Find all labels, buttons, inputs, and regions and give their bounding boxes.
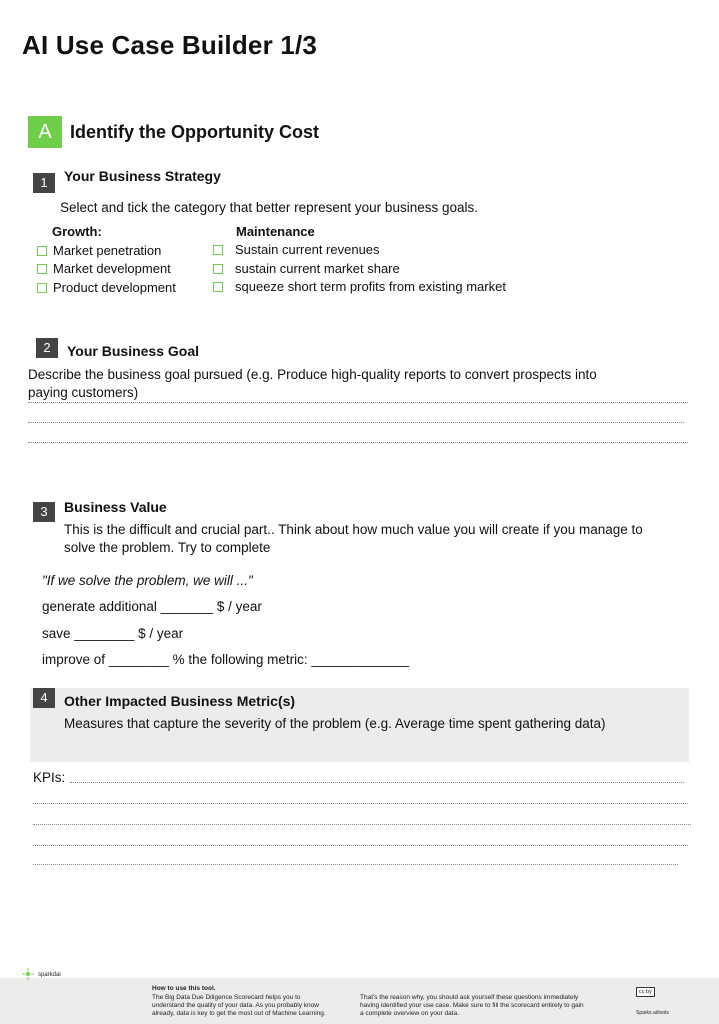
page-title: AI Use Case Builder 1/3 bbox=[22, 30, 318, 60]
checkbox-icon[interactable] bbox=[213, 264, 223, 274]
brand-name: sparkdai bbox=[38, 972, 61, 978]
kpi-answer-line[interactable] bbox=[33, 864, 678, 865]
checkbox-icon[interactable] bbox=[213, 282, 223, 292]
checkbox-market-development[interactable]: Market development bbox=[37, 261, 171, 276]
growth-label: Growth: bbox=[52, 224, 102, 239]
how-to-line2: understand the quality of your data. As you probably know bbox=[152, 1002, 319, 1009]
checkbox-icon[interactable] bbox=[213, 245, 223, 255]
kpi-answer-line[interactable] bbox=[33, 803, 688, 804]
strategy-heading: Your Business Strategy bbox=[64, 168, 221, 184]
sparkdai-logo-icon bbox=[22, 968, 34, 980]
goal-answer-line[interactable] bbox=[28, 442, 688, 443]
section-badge: A bbox=[28, 116, 62, 148]
checkbox-product-development[interactable]: Product development bbox=[37, 280, 176, 295]
kpi-answer-line[interactable] bbox=[33, 845, 688, 846]
checkbox-icon[interactable] bbox=[37, 246, 47, 256]
goal-heading: Your Business Goal bbox=[67, 343, 199, 359]
checkbox-sustain-market-share[interactable]: sustain current market share bbox=[213, 261, 400, 276]
section-title: Identify the Opportunity Cost bbox=[70, 122, 319, 142]
value-heading: Business Value bbox=[64, 499, 167, 515]
step-number-3: 3 bbox=[33, 502, 55, 522]
license-badge: cc by bbox=[636, 987, 655, 997]
metrics-description: Measures that capture the severity of the problem (e.g. Average time spent gathering data) bbox=[64, 716, 606, 731]
checkbox-icon[interactable] bbox=[37, 264, 47, 274]
metrics-heading: Other Impacted Business Metric(s) bbox=[64, 693, 296, 709]
site-link[interactable]: Sparks.ai/tools bbox=[636, 1010, 669, 1016]
value-quote: "If we solve the problem, we will ..." bbox=[42, 573, 253, 588]
maintenance-label: Maintenance bbox=[236, 224, 315, 239]
value-description-line2: solve the problem. Try to complete bbox=[64, 540, 271, 555]
step-number-2: 2 bbox=[36, 338, 58, 358]
value-generate-line[interactable]: generate additional _______ $ / year bbox=[42, 599, 262, 614]
goal-answer-line[interactable] bbox=[28, 402, 688, 403]
checkbox-sustain-revenues[interactable]: Sustain current revenues bbox=[213, 242, 380, 257]
value-improve-line[interactable]: improve of ________ % the following metric: _____________ bbox=[42, 652, 409, 667]
checkbox-icon[interactable] bbox=[37, 283, 47, 293]
why-line3: a complete overview on your data. bbox=[360, 1010, 459, 1017]
checkbox-market-penetration[interactable]: Market penetration bbox=[37, 243, 161, 258]
why-line2: having identified your use case. Make sure to fill the scorecard entirely to gain bbox=[360, 1002, 584, 1009]
checkbox-squeeze-profits[interactable]: squeeze short term profits from existing market bbox=[213, 279, 506, 294]
how-to-line1: The Big Data Due Diligence Scorecard helps you to bbox=[152, 994, 301, 1001]
goal-answer-line[interactable] bbox=[28, 422, 684, 423]
kpi-answer-line[interactable] bbox=[70, 782, 684, 783]
how-to-line3: already, data is key to get the most out of Machine Learning. bbox=[152, 1010, 326, 1017]
kpi-answer-line[interactable] bbox=[33, 824, 691, 825]
goal-description-line2: paying customers) bbox=[28, 385, 139, 400]
goal-description-line1: Describe the business goal pursued (e.g. Produce high-quality reports to convert prospects into bbox=[28, 367, 597, 382]
kpis-label: KPIs: bbox=[33, 770, 66, 785]
strategy-instruction: Select and tick the category that better represent your business goals. bbox=[60, 200, 478, 215]
value-save-line[interactable]: save ________ $ / year bbox=[42, 626, 184, 641]
step-number-1: 1 bbox=[33, 173, 55, 193]
why-line1: That's the reason why, you should ask yourself these questions immediately bbox=[360, 994, 579, 1001]
how-to-title: How to use this tool. bbox=[152, 985, 216, 992]
value-description-line1: This is the difficult and crucial part.. Think about how much value you will create if you manage to bbox=[64, 522, 643, 537]
step-number-4: 4 bbox=[33, 688, 55, 708]
